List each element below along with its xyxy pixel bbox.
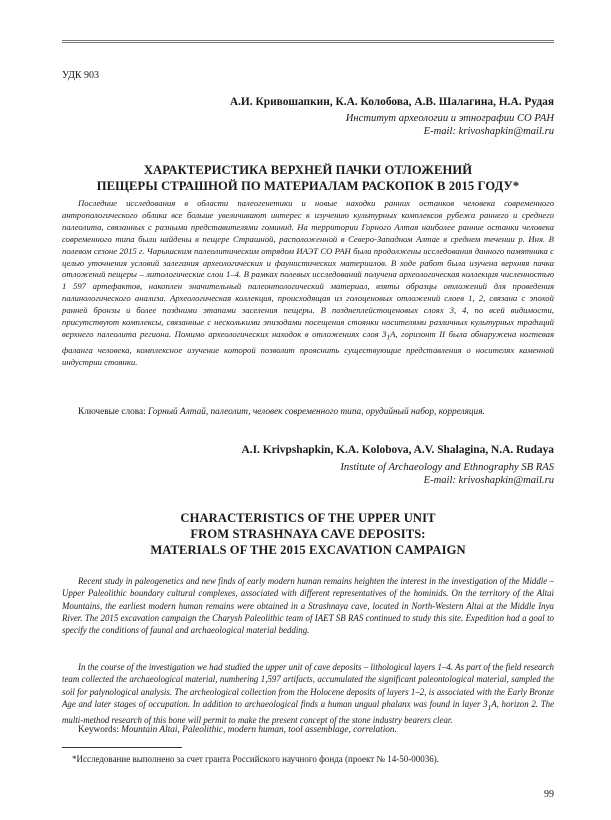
title-en-line2: FROM STRASHNAYA CAVE DEPOSITS: (190, 527, 426, 541)
keywords-ru (62, 407, 554, 417)
authors-ru: А.И. Кривошапкин, К.А. Колобова, А.В. Шалагина, Н.А. Рудая (229, 96, 554, 108)
affiliation-en-institute: Institute of Archaeology and Ethnography SB RAS (340, 462, 554, 473)
abstract-ru (62, 198, 554, 368)
udk-code: УДК 903 (62, 70, 100, 81)
abstract-en-subscript: 1 (487, 702, 492, 712)
abstract-ru-subscript: 1 (386, 333, 391, 342)
keywords-en (62, 725, 554, 735)
title-en-line3: MATERIALS OF THE 2015 EXCAVATION CAMPAIGN (150, 543, 466, 557)
top-double-rule (62, 40, 554, 43)
affiliation-ru-email: E-mail: krivoshapkin@mail.ru (423, 126, 554, 137)
abstract-ru-text-2: А, горизонт II была обнаружена ногтевая фаланга человека, комплексное изучение которой позволит прояснить существующие представления о носителях каменной индустрии стоянки. (62, 328, 554, 367)
affiliation-en (62, 461, 554, 487)
affiliation-ru-institute: Институт археологии и этнографии СО РАН (345, 113, 554, 124)
keywords-ru-label: Ключевые слова: (78, 407, 146, 417)
footnote: *Исследование выполнено за счет гранта Российского научного фонда (проект № 14-50-00036). (72, 754, 439, 764)
title-ru-line2: ПЕЩЕРЫ СТРАШНОЙ ПО МАТЕРИАЛАМ РАСКОПОК В 2015 ГОДУ* (96, 179, 520, 193)
page-number: 99 (544, 789, 554, 800)
abstract-en-paragraph-1: Recent study in paleogenetics and new finds of early modern human remains heighten the interest in the investigation of the Middle – Upper Paleolithic boundary cultural complexes, associated with different representatives of the hominids. On the territory of the Altai Mountains, the earliest modern human remains were obtained in a Strashnaya cave, located in North-Western Altai at the Middle Inya River. The 2015 excavation campaign the Charysh Paleolithic team of IAET SB RAS continued to study this site. Expedition had a goal to specify the conditions of faunal and archaeological material bedding. (62, 576, 554, 636)
title-ru-line1: ХАРАКТЕРИСТИКА ВЕРХНЕЙ ПАЧКИ ОТЛОЖЕНИЙ (143, 163, 473, 177)
keywords-ru-text: Горный Алтай, палеолит, человек современного типа, орудийный набор, корреляция. (148, 407, 485, 417)
abstract-en-paragraph-2 (62, 661, 554, 726)
abstract-en-text-1: In the course of the investigation we had studied the upper unit of cave deposits – lithological layers 1–4. As part of the field research team collected the archaeological material, numbering 1,597 artifacts, accumulated the significant paleontological material, sampled the soil for palynological analysis. The archeological collection from the Holocene deposits of layers 1–2, is associated with the Early Bronze Age and later stages of occupation. In addition to archaeological finds a human ungual phalanx was found in layer 3 (62, 662, 554, 709)
footnote-rule (62, 747, 182, 748)
title-ru (62, 162, 554, 194)
authors-en: A.I. Krivpshapkin, K.A. Kolobova, A.V. Shalagina, N.A. Rudaya (241, 444, 554, 456)
keywords-en-label: Keywords: (78, 725, 119, 735)
abstract-en-text-2: A, horizon 2. The multi-method research of this bone will permit to make the present concept of the stone industry bearers clear. (62, 698, 555, 725)
keywords-en-text: Mountain Altai, Paleolithic, modern human, tool assemblage, correlation. (121, 725, 397, 735)
title-en-line1: CHARACTERISTICS OF THE UPPER UNIT (180, 511, 436, 525)
affiliation-ru (62, 112, 554, 138)
abstract-ru-text-1: Последние исследования в области палеогенетики и новые находки ранних останков человека современного антропологического облика все больше увеличивают интерес к изучению культурных комплексов рубежа раннего и среднего палеолита, связанных с разными представителями гоминид. На территории Горного Алтая наиболее ранние останки человека современного типа были найдены в пещере Страшной, расположенной в Северо-Западном Алтае в среднем течении р. Иня. В полевом сезоне 2015 г. Чарышским палеолитическим отрядом ИАЭТ СО РАН были продолжены исследования данного памятника с целью уточнения условий залегания археологических и фаунистических материалов. В ходе работ была изучена верхняя пачка отложений пещеры – литологические слои 1–4. В рамках полевых исследований получена археологическая коллекция численностью 1 597 артефактов, накоплен значительный палеонтологический материал, взяты образцы отложений для проведения палинологического анализа. Археологическая коллекция, происходящая из голоценовых отложений слоев 1, 2, связана с эпохой ранней бронзы и более поздними этапами заселения пещеры. В позднеплейстоценовых слоях 3, 4, по всей видимости, присутствуют комплексы, связанные с несколькими эпизодами посещения стоянки носителями различных культурных традиций верхнего палеолита региона. Помимо археологических находок в отложениях слоя 3 (62, 198, 554, 339)
title-en (62, 510, 554, 558)
affiliation-en-email: E-mail: krivoshapkin@mail.ru (423, 475, 554, 486)
